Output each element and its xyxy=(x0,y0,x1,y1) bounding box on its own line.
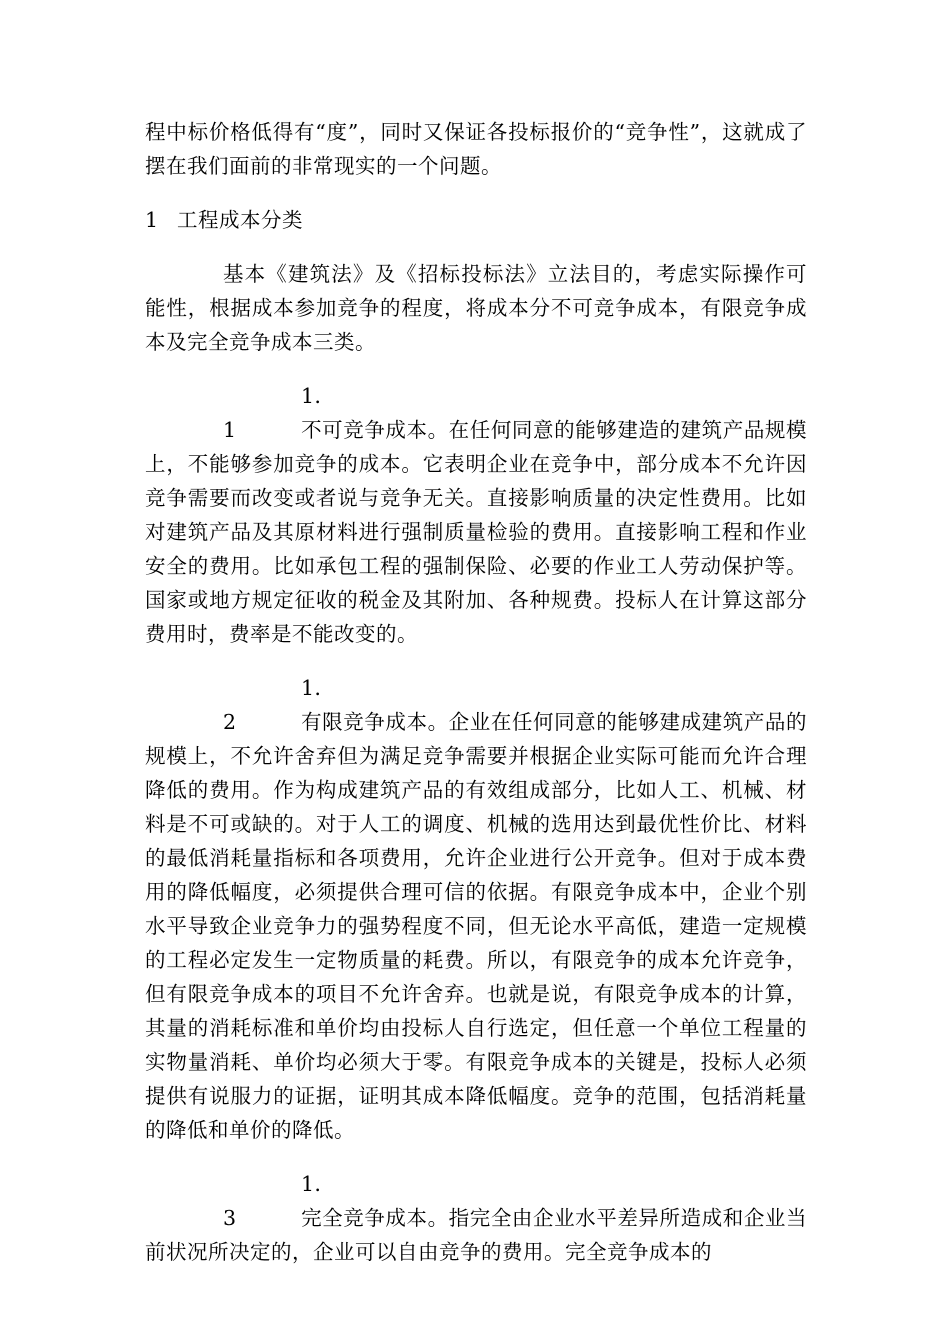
section-number: 1 xyxy=(145,208,159,232)
subsection-text: 有限竞争成本。企业在任何同意的能够建成建筑产品的规模上，不允许舍弃但为满足竞争需要并根据企业实际可能而允许合理降低的费用。作为构成建筑产品的有效组成部分，比如人工、机械、材料是不可或缺的。对于人工的调度、机械的选用达到最优性价比、材料的最低消耗量指标和各项费用，允许企业进行公开竞争。但对于成本费用的降低幅度，必须提供合理可信的依据。有限竞争成本中，企业个别水平导致企业竞争力的强势程度不同，但无论水平高低，建造一定规模的工程必定发生一定物质量的耗费。所以，有限竞争的成本允许竞争，但有限竞争成本的项目不允许舍弃。也就是说，有限竞争成本的计算，其量的消耗标准和单价均由投标人自行选定，但任意一个单位工程量的实物量消耗、单价均必须大于零。有限竞争成本的关键是，投标人必须提供有说服力的证据，证明其成本降低幅度。竞争的范围，包括消耗量的降低和单价的降低。 xyxy=(145,710,807,1142)
subsection-1-3 xyxy=(145,1167,807,1269)
section-title: 工程成本分类 xyxy=(177,208,303,232)
document-body xyxy=(145,115,807,1289)
intro-paragraph: 程中标价格低得有“度”，同时又保证各投标报价的“竞争性”，这就成了摆在我们面前的非常现实的一个问题。 xyxy=(145,120,807,178)
section-intro-paragraph: 基本《建筑法》及《招标投标法》立法目的，考虑实际操作可能性，根据成本参加竞争的程度，将成本分不可竞争成本，有限竞争成本及完全竞争成本三类。 xyxy=(145,262,807,354)
subsection-number: 1．2 xyxy=(223,676,336,734)
subsection-1-1 xyxy=(145,379,807,651)
subsection-number: 1．3 xyxy=(223,1172,336,1230)
subsection-1-2 xyxy=(145,671,807,1147)
section-heading xyxy=(145,203,807,237)
subsection-text: 完全竞争成本。指完全由企业水平差异所造成和企业当前状况所决定的，企业可以自由竞争的费用。完全竞争成本的 xyxy=(145,1206,807,1264)
subsection-number: 1．1 xyxy=(223,384,336,442)
subsection-text: 不可竞争成本。在任何同意的能够建造的建筑产品规模上，不能够参加竞争的成本。它表明企业在竞争中，部分成本不允许因竞争需要而改变或者说与竞争无关。直接影响质量的决定性费用。比如对建筑产品及其原材料进行强制质量检验的费用。直接影响工程和作业安全的费用。比如承包工程的强制保险、必要的作业工人劳动保护等。国家或地方规定征收的税金及其附加、各种规费。投标人在计算这部分费用时，费率是不能改变的。 xyxy=(145,418,807,646)
